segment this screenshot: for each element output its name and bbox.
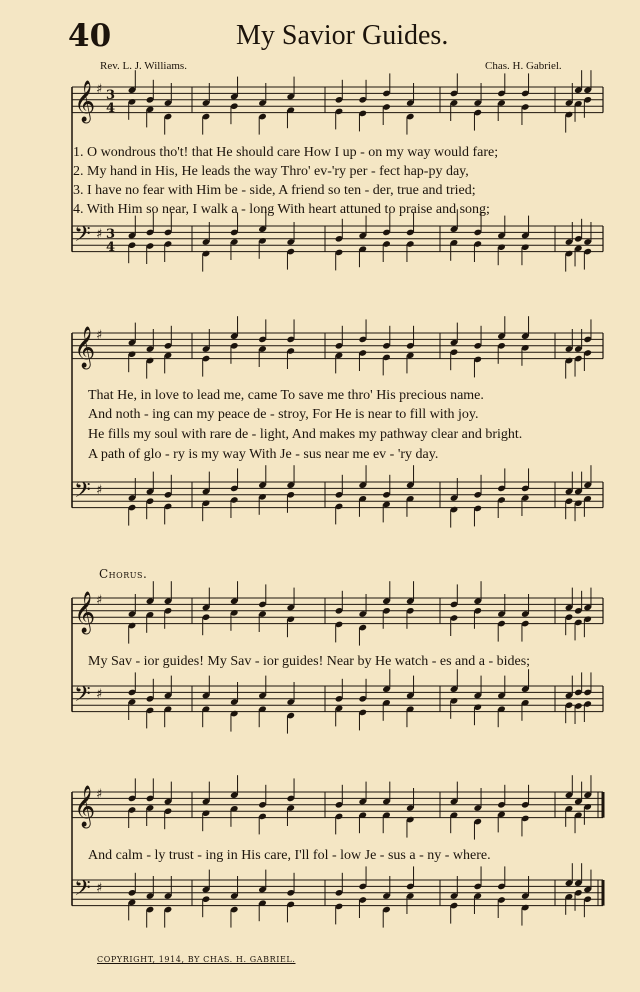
key-signature-sharp: ♯ [96,483,103,498]
bass-clef: 𝄢 [74,682,91,712]
verse-4-line-2: A path of glo - ry is my way With Je - sus near me ev - 'ry day. [88,447,439,462]
verse-2-line-1: 2. My hand in His, He leads the way Thro' ev-'ry per - fect hap-py day, [73,164,469,179]
verse-4-line-1: 4. With Him so near, I walk a - long With heart attuned to praise and song; [73,202,490,217]
bass-clef: 𝄢 [74,222,91,252]
key-signature-sharp: ♯ [96,787,103,802]
verse-3-line-2: He fills my soul with rare de - light, And makes my pathway clear and bright. [88,427,523,442]
key-signature-sharp: ♯ [96,82,103,97]
treble-clef: 𝄞 [74,327,96,368]
time-signature-top: 3 [106,227,116,242]
verse-1-line-1: 1. O wondrous tho't! that He should care How I up - on my way would fare; [73,145,499,160]
key-signature-sharp: ♯ [96,328,103,343]
bass-clef: 𝄢 [74,876,91,906]
bass-clef: 𝄢 [74,478,91,508]
verse-3-line-1: 3. I have no fear with Him be - side, A friend so ten - der, true and tried; [73,183,476,198]
hymn-number: 40 [68,18,112,54]
composer-credit: Chas. H. Gabriel. [485,60,562,72]
key-signature-sharp: ♯ [96,881,103,896]
chorus-line-1: My Sav - ior guides! My Sav - ior guides! Near by He watch - es and a - bides; [88,654,531,669]
time-signature-bottom: 4 [106,240,116,255]
key-signature-sharp: ♯ [96,687,103,702]
lyricist-credit: Rev. L. J. Williams. [100,60,187,72]
time-signature-top: 3 [106,88,116,103]
treble-clef: 𝄞 [74,592,96,633]
key-signature-sharp: ♯ [96,593,103,608]
chorus-line-2: And calm - ly trust - ing in His care, I'll fol - low Je - sus a - ny - where. [88,848,491,863]
treble-clef: 𝄞 [74,81,96,122]
hymn-title: My Savior Guides. [236,20,449,51]
verse-1-line-2: That He, in love to lead me, came To save me thro' His precious name. [88,388,484,403]
treble-clef: 𝄞 [74,786,96,827]
chorus-label: Chorus. [99,567,148,581]
time-signature-bottom: 4 [106,101,116,116]
verse-2-line-2: And noth - ing can my peace de - stroy, For He is near to fill with joy. [88,407,479,422]
copyright-notice: COPYRIGHT, 1914, BY CHAS. H. GABRIEL. [97,955,296,964]
key-signature-sharp: ♯ [96,227,103,242]
